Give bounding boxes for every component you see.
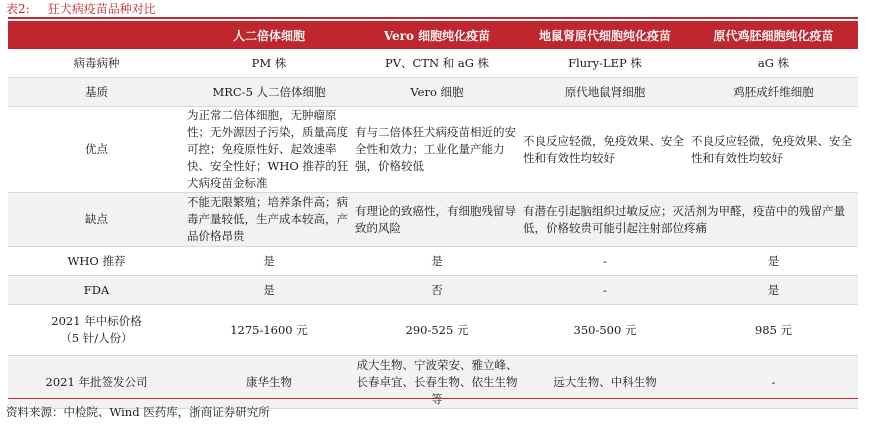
table-cell: 是 bbox=[353, 247, 521, 276]
table-cell: 原代地鼠肾细胞 bbox=[521, 78, 689, 107]
table-cell: 是 bbox=[689, 247, 858, 276]
row-label: WHO 推荐 bbox=[8, 247, 185, 276]
table-cell: PM 株 bbox=[185, 49, 353, 78]
table-row-substrate bbox=[8, 78, 858, 107]
table-cell: 290-525 元 bbox=[353, 305, 521, 356]
row-label: 2021 年批签发公司 bbox=[8, 356, 185, 409]
header-row bbox=[8, 21, 858, 49]
table-cell: aG 株 bbox=[689, 49, 858, 78]
table-cell: MRC-5 人二倍体细胞 bbox=[185, 78, 353, 107]
row-label bbox=[8, 305, 185, 356]
table-cell: 1275-1600 元 bbox=[185, 305, 353, 356]
table-cell: 是 bbox=[689, 276, 858, 305]
table-cell: 成大生物、宁波荣安、雅立峰、长春卓宜、长春生物、依生生物等 bbox=[353, 356, 521, 409]
table-cell: - bbox=[521, 276, 689, 305]
row-label: 基质 bbox=[8, 78, 185, 107]
table-cell: 有理论的致癌性，有细胞残留导致的风险 bbox=[353, 193, 521, 247]
header-cell-empty bbox=[8, 21, 185, 49]
table-cell: PV、CTN 和 aG 株 bbox=[353, 49, 521, 78]
table-row-pros bbox=[8, 107, 858, 193]
header-human-diploid: 人二倍体细胞 bbox=[185, 21, 353, 49]
row-label: 缺点 bbox=[8, 193, 185, 247]
table-cell: 350-500 元 bbox=[521, 305, 689, 356]
table-number: 表2: bbox=[6, 2, 30, 16]
table-title: 狂犬病疫苗品种对比 bbox=[47, 2, 156, 16]
table-cell: 不良反应轻微，免疫效果、安全性和有效性均较好 bbox=[521, 107, 689, 193]
source-note: 资料来源：中检院、Wind 医药库，浙商证券研究所 bbox=[6, 405, 270, 419]
table-row-strain bbox=[8, 49, 858, 78]
header-chick-embryo: 原代鸡胚细胞纯化疫苗 bbox=[689, 21, 858, 49]
table-cell: 康华生物 bbox=[185, 356, 353, 409]
table-row-price bbox=[8, 305, 858, 356]
row-label: 病毒病种 bbox=[8, 49, 185, 78]
table-cell: 鸡胚成纤维细胞 bbox=[689, 78, 858, 107]
table-row-company bbox=[8, 356, 858, 409]
table-cell: 为正常二倍体细胞，无肿瘤原性；无外源因子污染，质量高度可控；免疫原性好、起效速率快、安全性好；WHO 推荐的狂犬病疫苗金标准 bbox=[185, 107, 353, 193]
table-cell: 985 元 bbox=[689, 305, 858, 356]
row-label: 优点 bbox=[8, 107, 185, 193]
top-rule bbox=[8, 17, 858, 19]
table-cell: 有潜在引起脑组织过敏反应；灭活剂为甲醛，疫苗中的残留产量低，价格较贵可能引起注射部位疼痛 bbox=[521, 193, 858, 247]
table-cell: Flury-LEP 株 bbox=[521, 49, 689, 78]
table-caption bbox=[6, 0, 866, 18]
vaccine-comparison-table bbox=[8, 21, 858, 409]
table-row-fda bbox=[8, 276, 858, 305]
header-vero: Vero 细胞纯化疫苗 bbox=[353, 21, 521, 49]
table-cell: 是 bbox=[185, 247, 353, 276]
table-cell: 是 bbox=[185, 276, 353, 305]
row-label-line: 2021 年中标价格 bbox=[51, 314, 142, 328]
table-cell: 有与二倍体狂犬病疫苗相近的安全性和效力；工业化量产能力强，价格较低 bbox=[353, 107, 521, 193]
table-cell: Vero 细胞 bbox=[353, 78, 521, 107]
header-hamster-kidney: 地鼠肾原代细胞纯化疫苗 bbox=[521, 21, 689, 49]
row-label: FDA bbox=[8, 276, 185, 305]
table-cell: - bbox=[689, 356, 858, 409]
bottom-rule bbox=[8, 398, 858, 399]
table-cell: - bbox=[521, 247, 689, 276]
table-cell: 否 bbox=[353, 276, 521, 305]
table-row-who bbox=[8, 247, 858, 276]
row-label-line: （5 针/人份） bbox=[60, 331, 133, 345]
table-cell: 不能无限繁殖；培养条件高；病毒产量较低，生产成本较高，产品价格昂贵 bbox=[185, 193, 353, 247]
table-cell: 不良反应轻微，免疫效果、安全性和有效性均较好 bbox=[689, 107, 858, 193]
table-cell: 远大生物、中科生物 bbox=[521, 356, 689, 409]
table-row-cons bbox=[8, 193, 858, 247]
